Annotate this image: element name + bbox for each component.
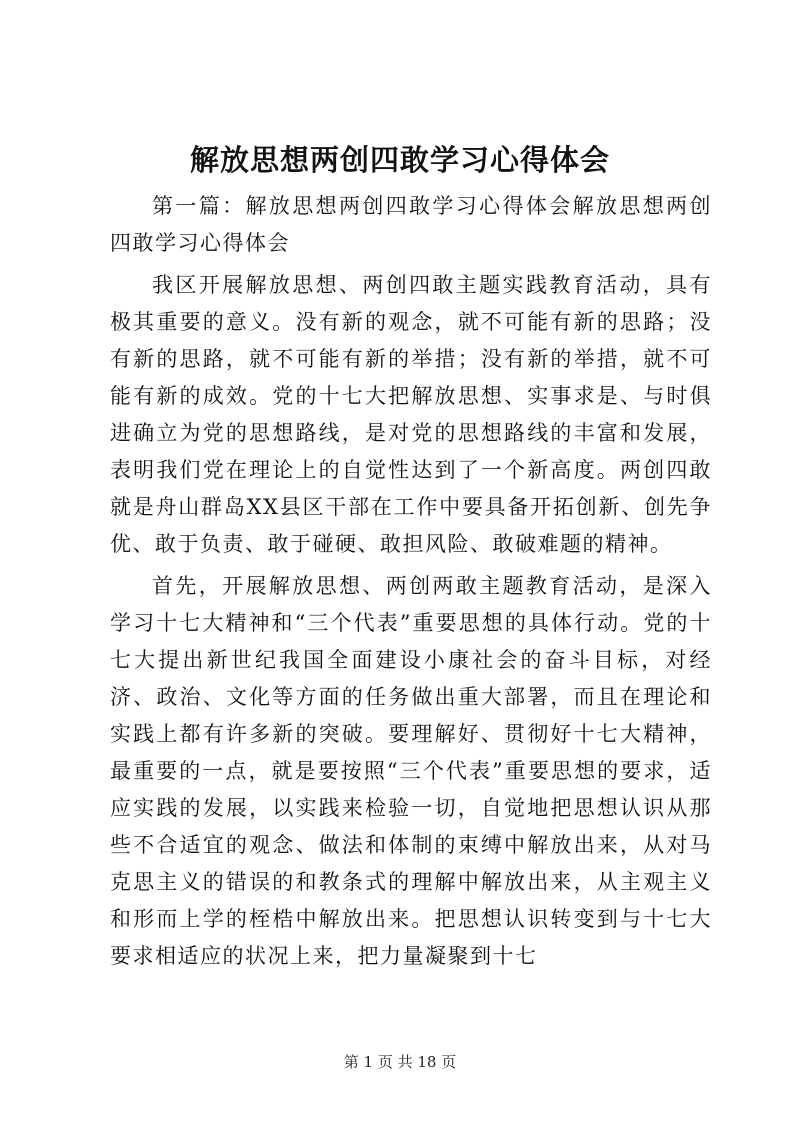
paragraph-2: 我区开展解放思想、两创四敢主题实践教育活动，具有极其重要的意义。没有新的观念，就不可能有新的思路；没有新的思路，就不可能有新的举措；没有新的举措，就不可能有新的成效。党的十七大把解放思想、实事求是、与时俱进确立为党的思想路线，是对党的思想路线的丰富和发展，表明我们党在理论上的自觉性达到了一个新高度。两创四敢就是舟山群岛XX县区干部在工作中要具备开拓创新、创先争优、敢于负责、敢于碰硬、敢担风险、敢破难题的精神。 bbox=[110, 273, 712, 556]
page-footer: 第 1 页 共 18 页 bbox=[343, 1053, 457, 1071]
document-title: 解放思想两创四敢学习心得体会 bbox=[189, 143, 610, 177]
paragraph-1: 第一篇：解放思想两创四敢学习心得体会解放思想两创四敢学习心得体会 bbox=[110, 194, 712, 255]
document-body bbox=[110, 188, 712, 975]
paragraph-3: 首先，开展解放思想、两创两敢主题教育活动，是深入学习十七大精神和“三个代表”重要思想的具体行动。党的十七大提出新世纪我国全面建设小康社会的奋斗目标，对经济、政治、文化等方面的任务做出重大部署，而且在理论和实践上都有许多新的突破。要理解好、贯彻好十七大精神，最重要的一点，就是要按照“三个代表”重要思想的要求，适应实践的发展，以实践来检验一切，自觉地把思想认识从那些不合适宜的观念、做法和体制的束缚中解放出来，从对马克思主义的错误的和教条式的理解中解放出来，从主观主义和形而上学的桎梏中解放出来。把思想认识转变到与十七大要求相适应的状况上来，把力量凝聚到十七 bbox=[110, 574, 712, 968]
